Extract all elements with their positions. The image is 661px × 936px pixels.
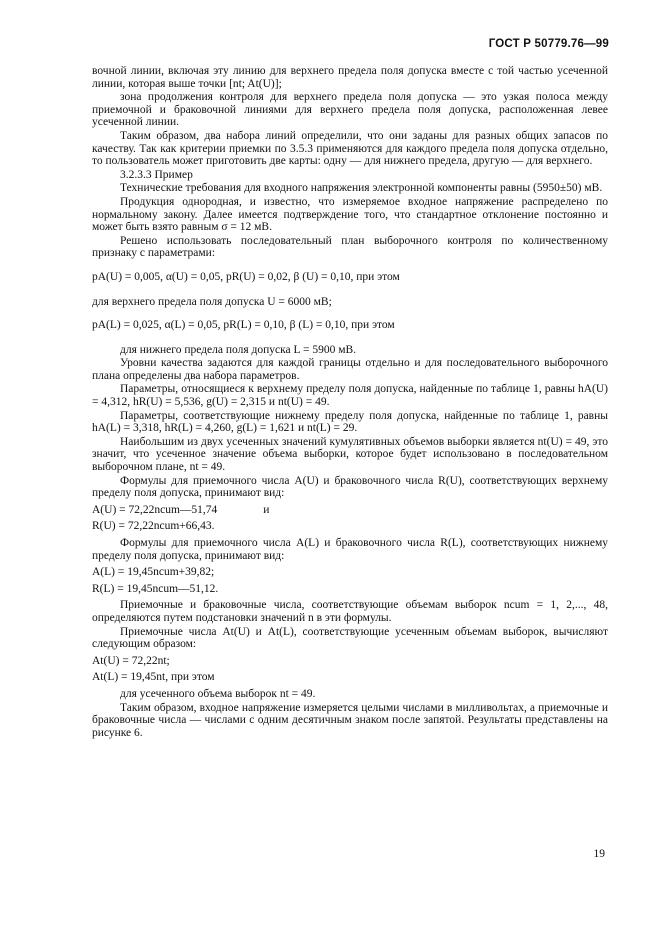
- paragraph-truncated-acceptance: Приемочные числа At(U) и At(L), соответствующие усеченным объемам выборок, вычисляют следующим образом:: [92, 625, 608, 651]
- formula-R-upper: R(U) = 72,22ncum+66,43.: [92, 520, 215, 533]
- paragraph-numbers: Приемочные и браковочные числа, соответствующие объемам выборок ncum = 1, 2,..., 48, определяются путем подстановки значений n в эти формулы.: [92, 599, 608, 624]
- page-number: 19: [593, 848, 605, 860]
- paragraph-6: Решено использовать последовательный план выборочного контроля по количественному признаку с параметрами:: [92, 234, 608, 260]
- formula-upper-params: pA(U) = 0,005, α(U) = 0,05, pR(U) = 0,02, β (U) = 0,10, при этом: [92, 270, 400, 283]
- paragraph-lower-table: Параметры, соответствующие нижнему пределу поля допуска, найденные по таблице 1, равны hA(L) = 3,318, hR(L) = 4,260, g(L) = 1,621 и nt(L) = 29.: [92, 409, 608, 435]
- paragraph-upper-limit: для верхнего предела поля допуска U = 6000 мВ;: [92, 295, 332, 308]
- formula-A-upper: A(U) = 72,22ncum—51,74 и: [92, 503, 270, 516]
- formula-At-upper: At(U) = 72,22nt;: [92, 654, 170, 667]
- paragraph-lower-limit: для нижнего предела поля допуска L = 5900 мВ.: [120, 343, 357, 356]
- section-heading-3-2-3-3: 3.2.3.3 Пример: [120, 168, 193, 181]
- paragraph-3: Таким образом, два набора линий определили, что они заданы для разных общих запасов по качеству. Так как критерии приемки по 3.5.3 применяются для каждого предела поля допуска отдельно, то пользователь может приготовить две карты: одну — для нижнего предела, другую — для верхнего.: [92, 129, 608, 168]
- page-header-doc-id: ГОСТ Р 50779.76—99: [488, 38, 609, 50]
- paragraph-truncated-size: для усеченного объема выборок nt = 49.: [120, 687, 316, 700]
- document-body: [92, 65, 608, 740]
- paragraph-5: Продукция однородная, и известно, что измеряемое входное напряжение распределено по нормальному закону. Далее имеется подтверждение того, что стандартное отклонение постоянно и может быть взято равным σ = 12 мВ.: [92, 195, 608, 234]
- paragraph-upper-table: Параметры, относящиеся к верхнему пределу поля допуска, найденные по таблице 1, равны hA(U) = 4,312, hR(U) = 5,536, g(U) = 2,315 и nt(U) = 49.: [92, 383, 608, 409]
- paragraph-conclusion: Таким образом, входное напряжение измеряется целыми числами в милливольтах, а приемочные и браковочные числа — числами с одним десятичным знаком после запятой. Результаты представлены на рисунке 6.: [92, 701, 608, 739]
- formula-At-lower: At(L) = 19,45nt, при этом: [92, 671, 215, 684]
- paragraph-lower-formulas: Формулы для приемочного числа A(L) и браковочного числа R(L), соответствующих нижнему пределу поля допуска, принимают вид:: [92, 537, 608, 562]
- paragraph-quality-levels: Уровни качества задаются для каждой границы отдельно и для последовательного выборочного плана определены два набора параметров.: [92, 357, 608, 382]
- paragraph-1: вочной линии, включая эту линию для верхнего предела поля допуска вместе с той частью усеченной линии, которая выше точки [nt; At(U)];: [92, 65, 608, 90]
- formula-lower-params: pA(L) = 0,025, α(L) = 0,05, pR(L) = 0,10, β (L) = 0,10, при этом: [92, 319, 395, 332]
- paragraph-upper-formulas: Формулы для приемочного числа A(U) и браковочного числа R(U), соответствующих верхнему пределу поля допуска, принимают вид:: [92, 474, 608, 500]
- paragraph-truncated: Наибольшим из двух усеченных значений кумулятивных объемов выборки является nt(U) = 49, это значит, что усеченное значение объема выборки, которое будет использовано в последовательном выборочном плане, nt = 49.: [92, 435, 608, 474]
- paragraph-4: Технические требования для входного напряжения электронной компоненты равны (5950±50) мВ.: [120, 182, 603, 195]
- formula-R-lower: R(L) = 19,45ncum—51,12.: [92, 582, 219, 595]
- formula-A-lower: A(L) = 19,45ncum+39,82;: [92, 566, 215, 579]
- paragraph-2: зона продолжения контроля для верхнего предела поля допуска — это узкая полоса между приемочной и браковочной линиями для верхнего предела поля допуска, расположенная левее усеченной линии.: [92, 91, 608, 129]
